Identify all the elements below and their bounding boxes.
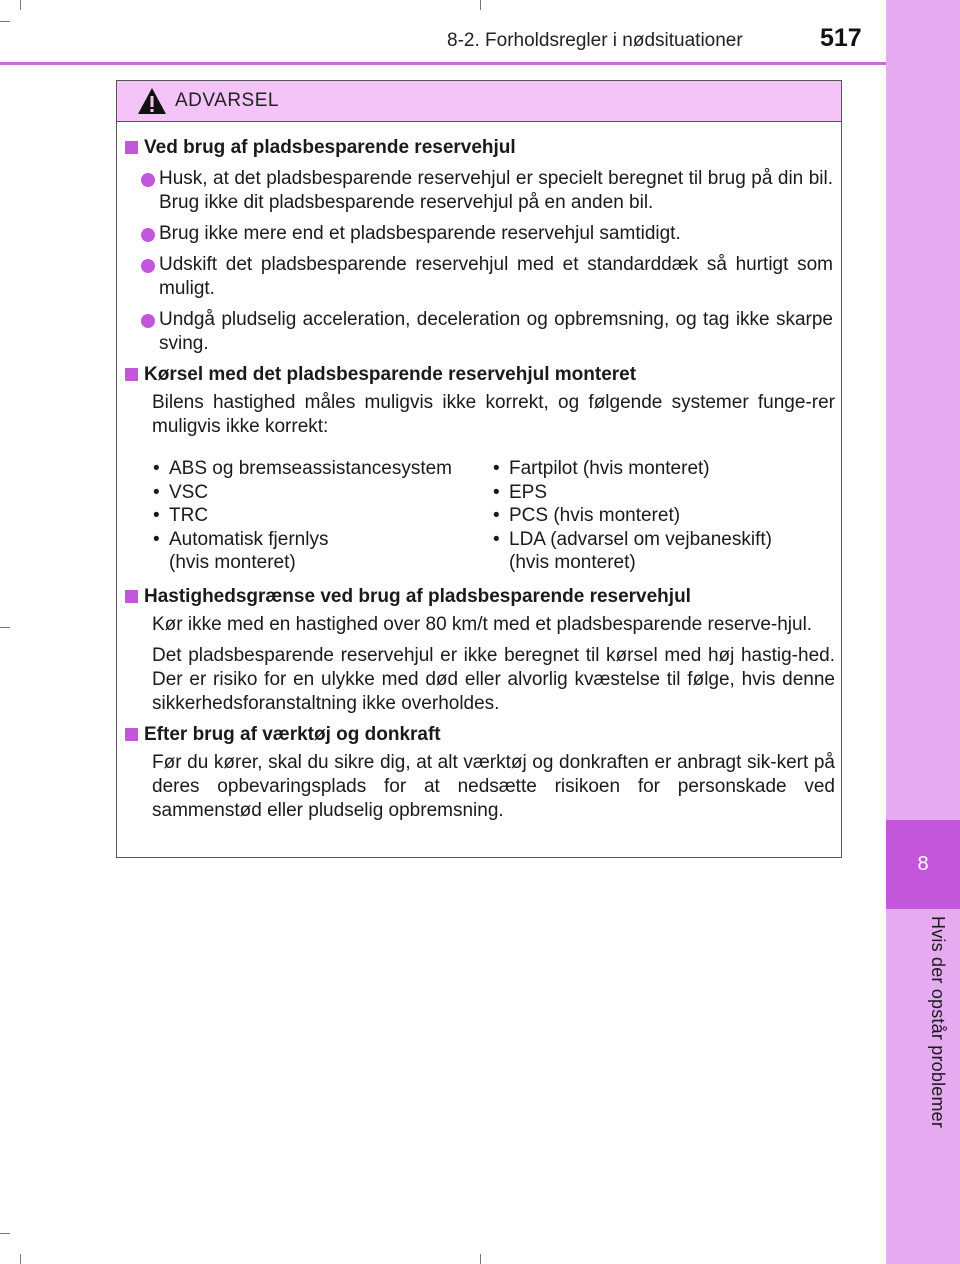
section-heading [125,585,833,609]
systems-list-left [153,457,493,575]
crop-mark [0,1233,10,1234]
paragraph: Bilens hastighed måles muligvis ikke korrekt, og følgende systemer funge-rer muligvis ikke korrekt: [152,392,835,437]
crop-mark [0,21,10,22]
bullet-text: Udskift det pladsbesparende reservehjul med et standarddæk så hurtigt som muligt. [159,254,833,299]
systems-list-right [493,457,833,575]
warning-header [117,81,841,122]
list-item: • VSC [153,481,493,505]
list-item-continuation: (hvis monteret) [169,552,296,573]
list-item [141,308,833,356]
section-heading [125,363,833,387]
crop-mark [20,0,21,10]
warning-content [117,122,841,823]
list-item: • Automatisk fjernlys [153,528,493,552]
list-item: • TRC [153,504,493,528]
square-bullet-icon [125,728,138,741]
warning-title: ADVARSEL [175,90,279,111]
paragraph: Det pladsbesparende reservehjul er ikke beregnet til kørsel med høj hastig-hed. Der er risiko for en ulykke med død eller alvorlig kvæstelse til følge, hvis denne sikkerhedsforanstaltning ikke overholdes. [152,644,835,714]
square-bullet-icon [125,368,138,381]
circle-bullet-icon [141,173,155,187]
systems-list [153,457,833,575]
crop-mark [480,0,481,10]
square-bullet-icon [125,141,138,154]
bullet-text: Brug ikke mere end et pladsbesparende reservehjul samtidigt. [159,223,681,244]
section-heading-text: Hastighedsgrænse ved brug af pladsbesparende reservehjul [144,585,691,607]
bullet-text: Husk, at det pladsbesparende reservehjul er specielt beregnet til brug på din bil. Brug ikke dit pladsbesparende reservehjul på en anden bil. [159,168,833,213]
list-item [141,222,833,246]
section-heading-text: Ved brug af pladsbesparende reservehjul [144,137,516,158]
square-bullet-icon [125,590,138,603]
chapter-number: 8 [917,853,929,875]
crop-mark [20,1254,21,1264]
section-heading-text: Kørsel med det pladsbesparende reservehjul monteret [144,364,637,385]
list-item: • LDA (advarsel om vejbaneskift) [493,528,833,552]
page-number: 517 [820,24,862,52]
bullet-text: Undgå pludselig acceleration, deceleration og opbremsning, og tag ikke skarpe sving. [159,309,833,354]
list-item: • EPS [493,481,833,505]
crop-mark [0,627,10,628]
chapter-title: Hvis der opstår problemer [928,916,948,1129]
warning-triangle-icon [137,87,167,115]
circle-bullet-icon [141,228,155,242]
circle-bullet-icon [141,259,155,273]
section-heading [125,136,833,160]
section-heading [125,723,833,747]
section-header: 8-2. Forholdsregler i nødsituationer [447,30,743,51]
crop-mark [480,1254,481,1264]
section-heading-text: Efter brug af værktøj og donkraft [144,723,441,745]
list-item: • PCS (hvis monteret) [493,504,833,528]
circle-bullet-icon [141,314,155,328]
list-item: • ABS og bremseassistancesystem [153,457,493,481]
list-item-continuation: (hvis monteret) [509,552,636,573]
paragraph: Før du kører, skal du sikre dig, at alt værktøj og donkraften er anbragt sik-kert på deres opbevaringsplads for at nedsætte risikoen for personskade ved sammenstød eller pludselig opbremsning. [152,751,835,821]
paragraph: Kør ikke med en hastighed over 80 km/t med et pladsbesparende reserve-hjul. [152,613,813,635]
list-item [141,253,833,301]
list-item [141,167,833,215]
header-rule [0,62,886,65]
chapter-number-box [886,820,960,909]
warning-box [116,80,842,858]
list-item: • Fartpilot (hvis monteret) [493,457,833,481]
